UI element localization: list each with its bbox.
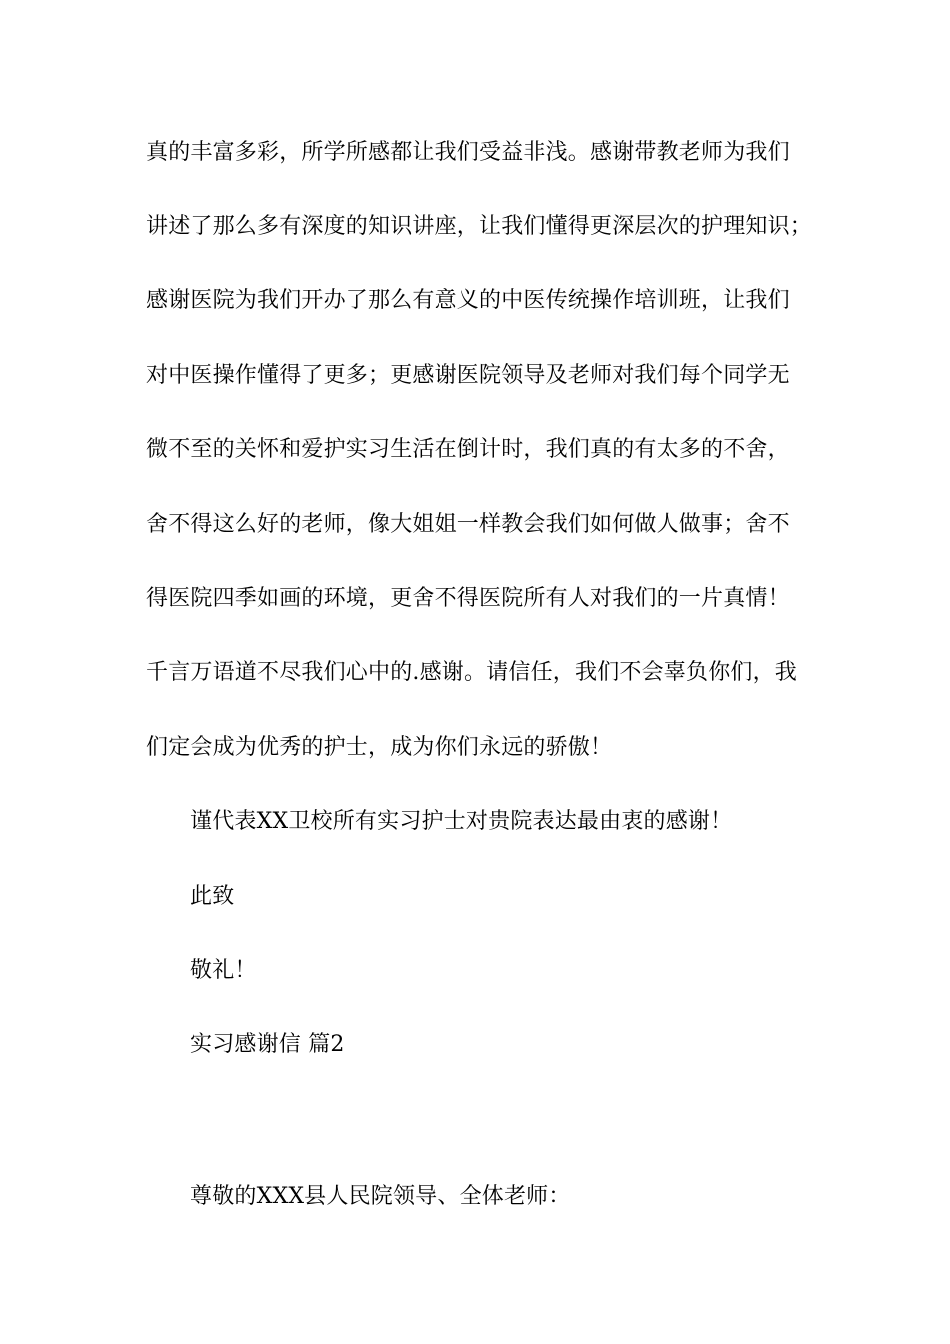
body-line-8: 千言万语道不尽我们心中的.感谢。请信任，我们不会辜负你们，我 (146, 660, 797, 685)
closing-jingli: 敬礼！ (190, 958, 257, 983)
section-title: 实习感谢信 篇2 (190, 1032, 345, 1057)
body-line-2: 讲述了那么多有深度的知识讲座，让我们懂得更深层次的护理知识； (146, 214, 813, 239)
closing-cizhi: 此致 (190, 884, 235, 909)
salutation: 尊敬的XXX县人民院领导、全体老师： (190, 1184, 571, 1209)
body-line-4: 对中医操作懂得了更多；更感谢医院领导及老师对我们每个同学无 (146, 363, 790, 388)
closing-thanks: 谨代表XX卫校所有实习护士对贵院表达最由衷的感谢！ (190, 809, 733, 834)
body-line-5: 微不至的关怀和爱护实习生活在倒计时，我们真的有太多的不舍， (146, 437, 790, 462)
body-line-9: 们定会成为优秀的护士，成为你们永远的骄傲！ (146, 735, 613, 760)
body-line-7: 得医院四季如画的环境，更舍不得医院所有人对我们的一片真情！ (146, 586, 790, 611)
body-line-3: 感谢医院为我们开办了那么有意义的中医传统操作培训班，让我们 (146, 288, 790, 313)
body-line-1: 真的丰富多彩，所学所感都让我们受益非浅。感谢带教老师为我们 (146, 140, 790, 165)
body-line-6: 舍不得这么好的老师，像大姐姐一样教会我们如何做人做事；舍不 (146, 512, 790, 537)
